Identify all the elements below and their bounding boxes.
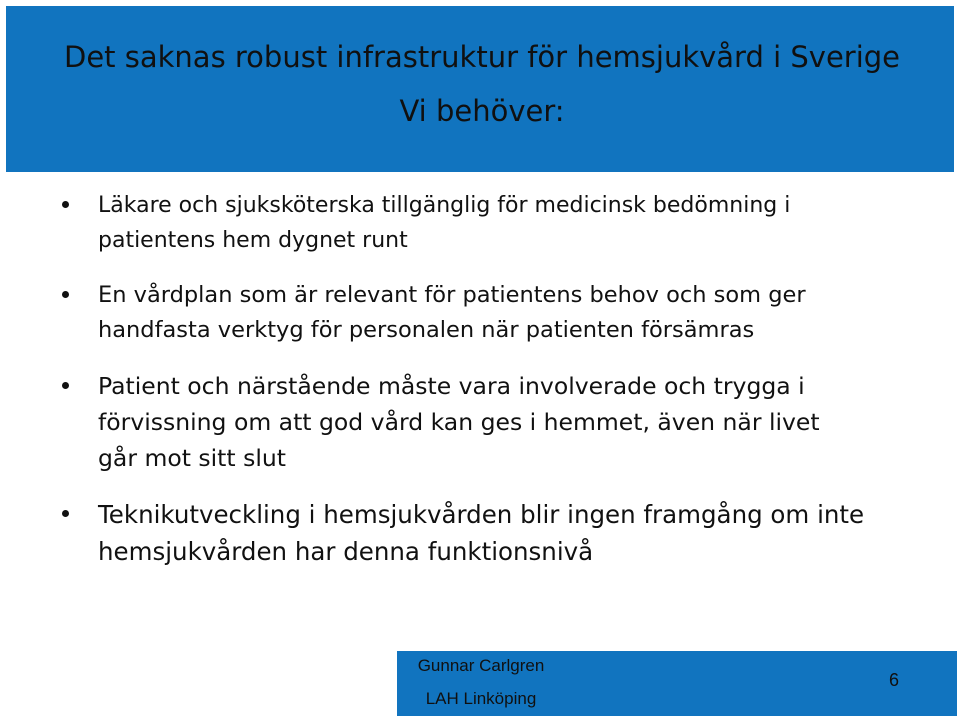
bullet-item: [62, 368, 932, 476]
bullet-list: [62, 188, 932, 570]
bullet-line: går mot sitt slut: [98, 444, 286, 472]
bullet-item: [62, 188, 932, 258]
footer-author: Gunnar Carlgren: [417, 656, 545, 675]
bullet-icon: [62, 291, 69, 298]
footer-organization: LAH Linköping: [425, 689, 537, 708]
bullet-icon: [62, 510, 69, 517]
bullet-line: handfasta verktyg för personalen när patienten försämras: [98, 317, 755, 343]
bullet-line: Patient och närstående måste vara involverade och trygga i: [98, 372, 805, 400]
bullet-line: En vårdplan som är relevant för patientens behov och som ger: [98, 282, 806, 308]
page-number: 6: [888, 670, 899, 690]
bullet-item: [62, 496, 932, 570]
bullet-icon: [62, 382, 69, 389]
bullet-line: Teknikutveckling i hemsjukvården blir ingen framgång om inte: [98, 500, 865, 529]
slide-title: Det saknas robust infrastruktur för hemsjukvård i Sverige: [63, 40, 901, 74]
bullet-icon: [62, 201, 69, 208]
bullet-line: förvissning om att god vård kan ges i hemmet, även när livet: [98, 408, 820, 436]
slide-subtitle: Vi behöver:: [399, 94, 565, 128]
bullet-line: hemsjukvården har denna funktionsnivå: [98, 537, 594, 566]
bullet-line: Läkare och sjuksköterska tillgänglig för medicinsk bedömning i: [98, 193, 791, 218]
bullet-line: patientens hem dygnet runt: [98, 228, 408, 253]
bullet-item: [62, 278, 932, 348]
title-banner: [6, 6, 954, 172]
